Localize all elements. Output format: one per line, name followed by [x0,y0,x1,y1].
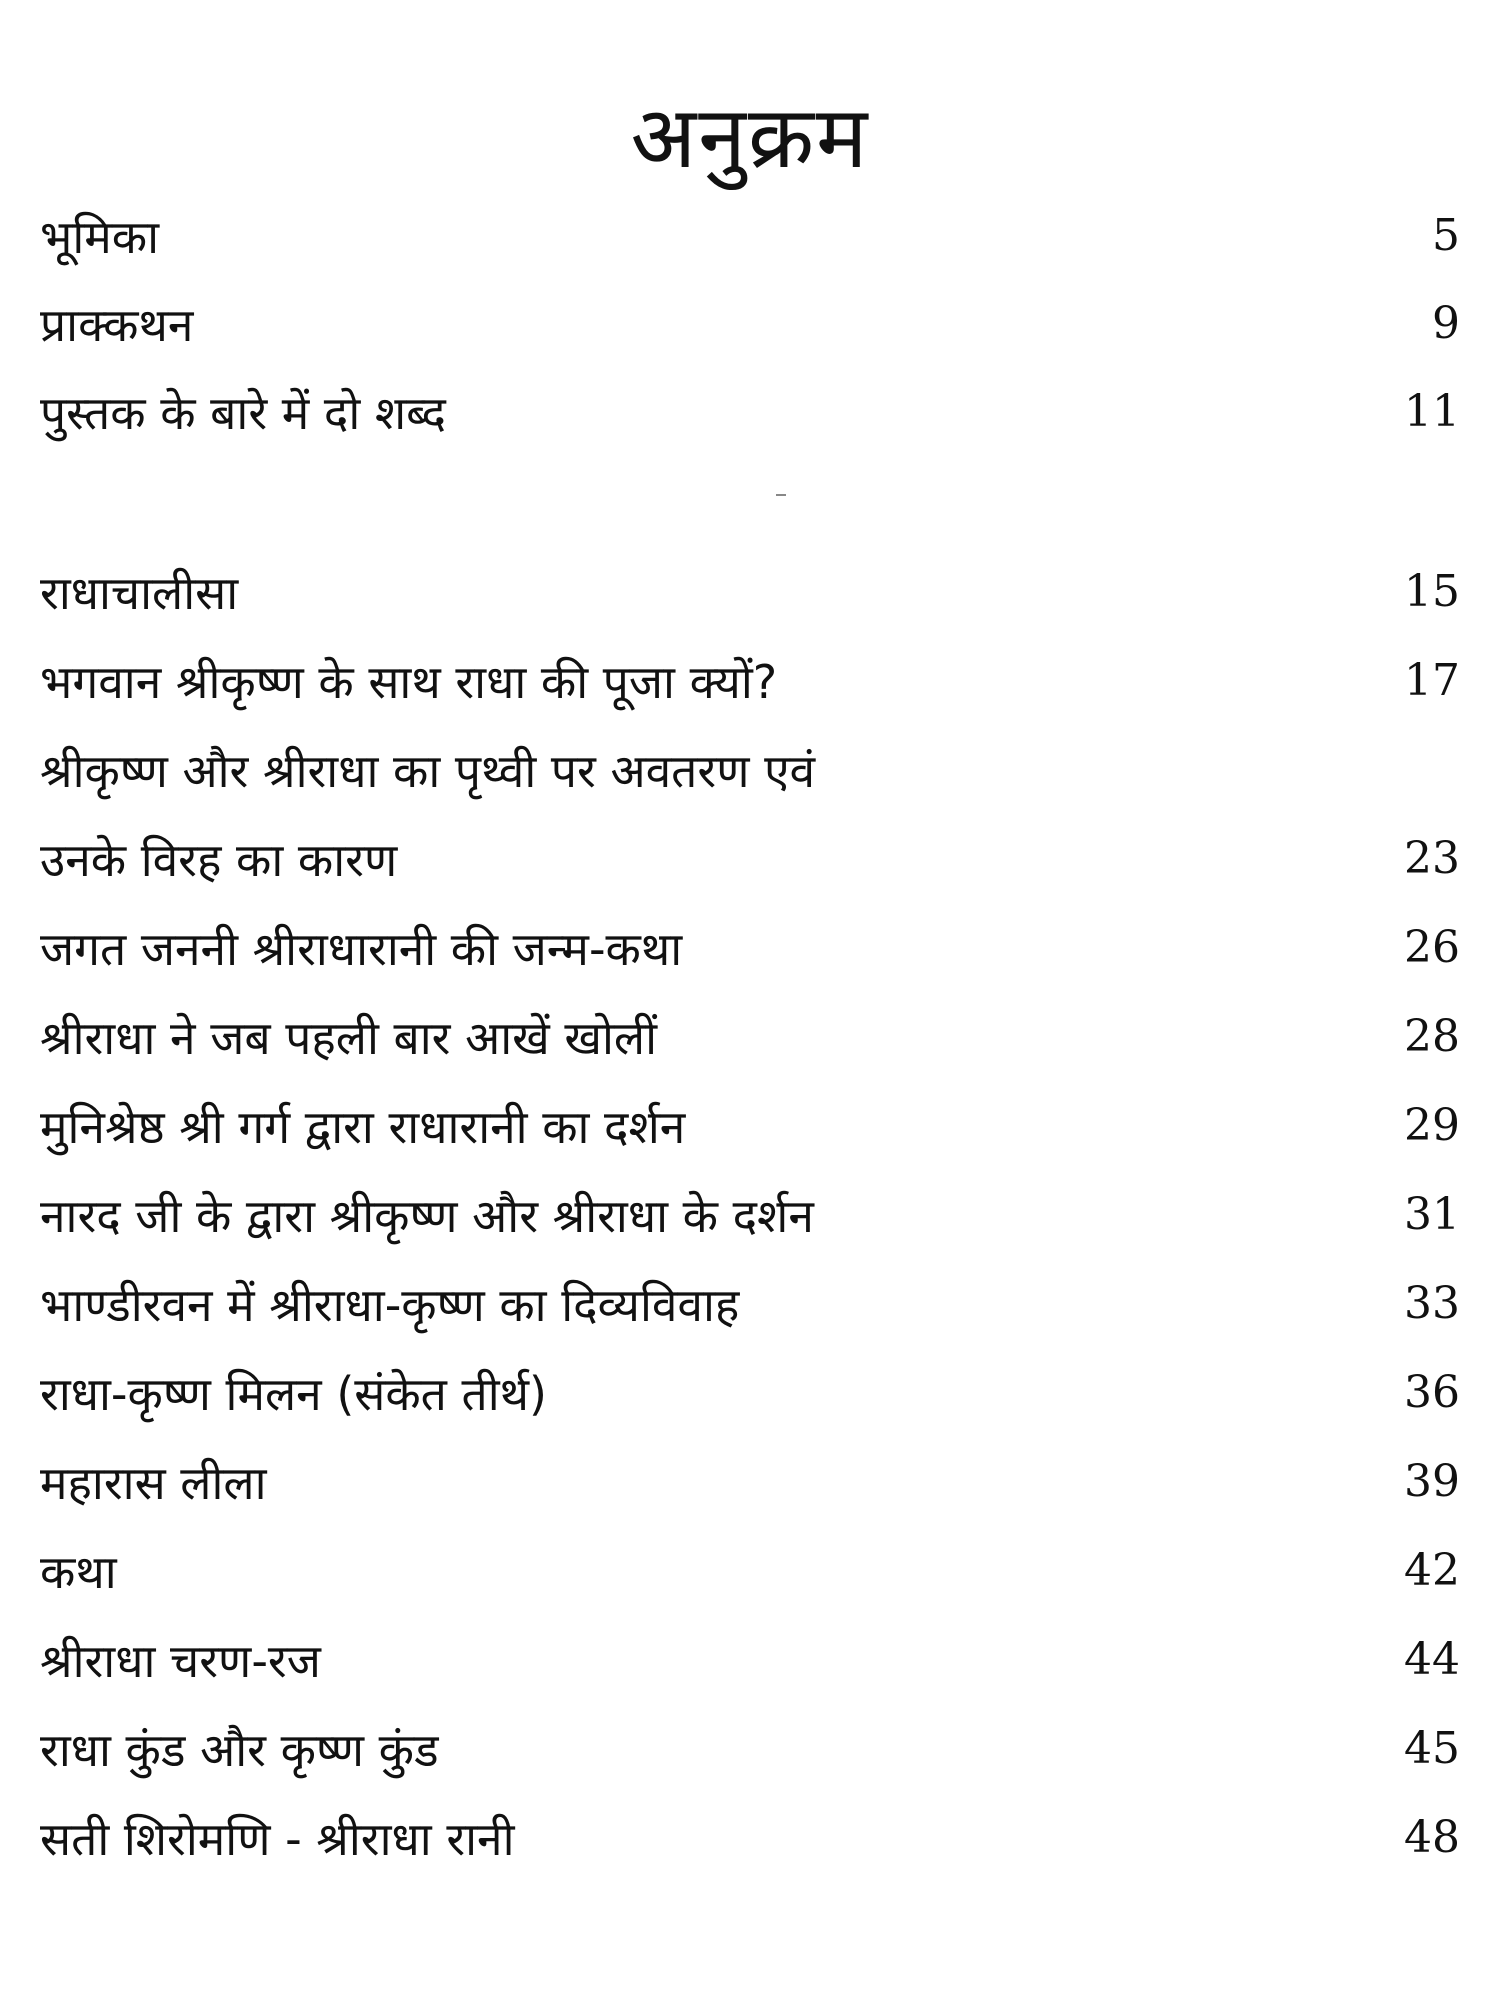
toc-entry [40,210,1460,290]
toc-entry-title: जगत जननी श्रीराधारानी की जन्म-कथा [40,922,683,976]
toc-entry-title: भाण्डीरवन में श्रीराधा-कृष्ण का दिव्यविवाह [40,1278,740,1332]
toc-entry-title: भगवान श्रीकृष्ण के साथ राधा की पूजा क्यों? [40,655,778,709]
toc-entry [40,566,1460,646]
toc-entry-title: पुस्तक के बारे में दो शब्द [40,386,446,440]
toc-entry-title: उनके विरह का कारण [40,833,398,887]
toc-entry-page: 17 [1404,655,1460,706]
toc-entry-title: कथा [40,1545,117,1599]
toc-entry-title: प्राक्कथन [40,298,194,352]
stray-mark [776,494,786,496]
toc-entry-title: मुनिश्रेष्ठ श्री गर्ग द्वारा राधारानी का दर्शन [40,1100,686,1154]
toc-entry-title: श्रीकृष्ण और श्रीराधा का पृथ्वी पर अवतरण एवं [40,744,816,798]
toc-entry-page: 29 [1404,1100,1460,1151]
toc-entry-page: 36 [1404,1367,1460,1418]
toc-entry-title: श्रीराधा ने जब पहली बार आखें खोलीं [40,1011,658,1065]
toc-entry-title: महारास लीला [40,1456,267,1510]
toc-entry-title: सती शिरोमणि - श्रीराधा रानी [40,1812,515,1866]
toc-entry-page: 33 [1404,1278,1460,1329]
toc-entry-page: 26 [1404,922,1460,973]
toc-entry [40,833,1460,913]
toc-entry-page: 11 [1404,386,1460,437]
toc-entry-page: 23 [1404,833,1460,884]
toc-entry-title: राधा कुंड और कृष्ण कुंड [40,1723,439,1777]
toc-entry-title: भूमिका [40,210,160,264]
toc-entry [40,1634,1460,1714]
toc-entry-title: नारद जी के द्वारा श्रीकृष्ण और श्रीराधा के दर्शन [40,1189,814,1243]
toc-entry-page: 9 [1432,298,1460,349]
toc-entry [40,298,1460,378]
toc-entry [40,1545,1460,1625]
toc-entry [40,1812,1460,1892]
toc-entry-page: 42 [1404,1545,1460,1596]
toc-entry-page: 48 [1404,1812,1460,1863]
toc-entry-title: श्रीराधा चरण-रज [40,1634,321,1688]
toc-entry-page: 31 [1404,1189,1460,1240]
toc-entry-page: 44 [1404,1634,1460,1685]
toc-entry [40,1456,1460,1536]
toc-entry-page: 45 [1404,1723,1460,1774]
toc-entry-page: 28 [1404,1011,1460,1062]
toc-entry [40,655,1460,735]
toc-entry [40,744,1460,824]
toc-entry [40,1723,1460,1803]
toc-entry [40,386,1460,466]
toc-entry-title: राधा-कृष्ण मिलन (संकेत तीर्थ) [40,1367,547,1421]
toc-entry [40,1011,1460,1091]
toc-entry [40,1100,1460,1180]
toc-entry [40,1278,1460,1358]
toc-entry [40,1367,1460,1447]
toc-entry-page: 5 [1432,210,1460,261]
toc-entry [40,922,1460,1002]
toc-entry-title: राधाचालीसा [40,566,239,620]
toc-entry-page: 15 [1404,566,1460,617]
page-title: अनुक्रम [630,88,870,188]
toc-entry [40,1189,1460,1269]
toc-entry-page: 39 [1404,1456,1460,1507]
